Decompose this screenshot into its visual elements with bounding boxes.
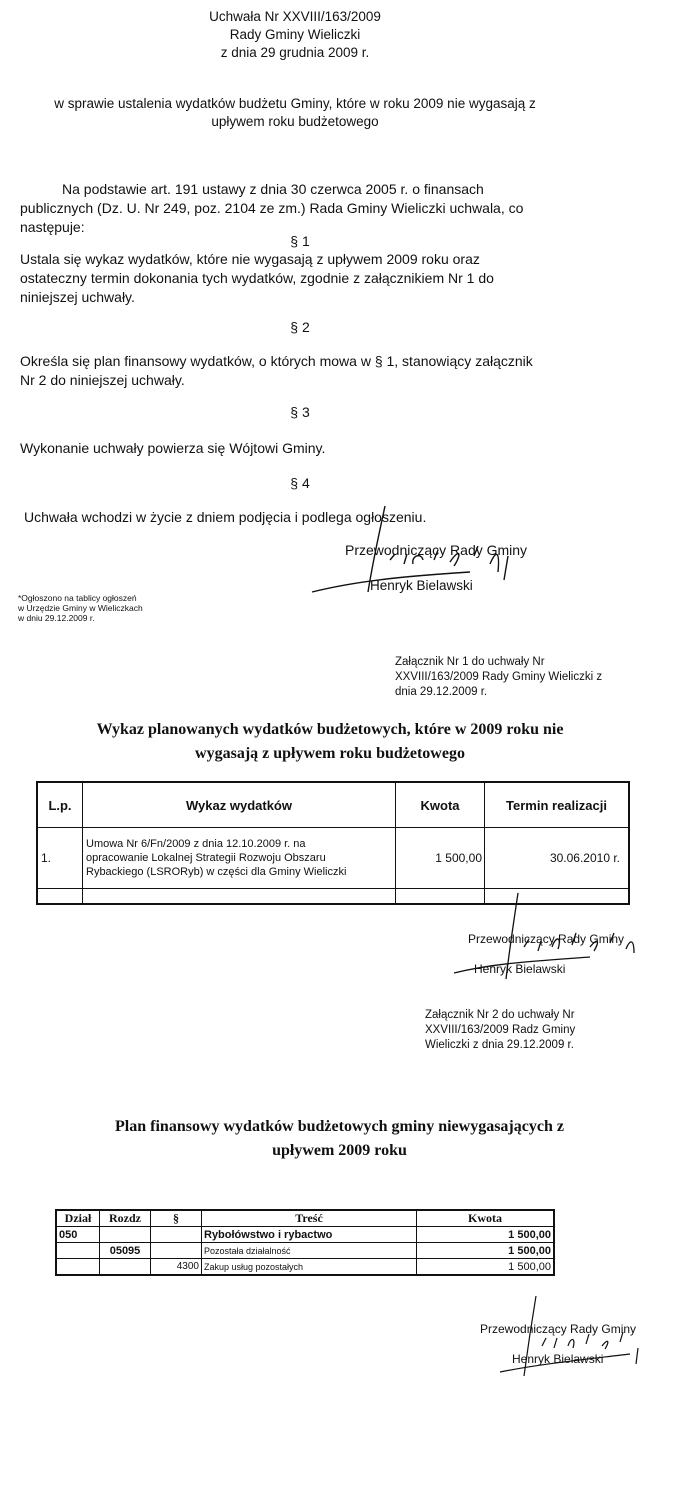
section-line: Ustala się wykaz wydatków, które nie wygasają z upływem 2009 roku oraz xyxy=(20,251,480,267)
rozdz-cell xyxy=(100,1259,151,1276)
section-line: niniejszej uchwały. xyxy=(20,289,135,305)
signature-title: Przewodniczący Rady Gminy xyxy=(468,932,625,946)
notice-line: w dniu 29.12.2009 r. xyxy=(18,613,95,623)
rozdz-cell xyxy=(100,1227,151,1243)
table-row xyxy=(37,828,629,889)
section-3-text xyxy=(20,439,600,458)
section-2-text xyxy=(20,352,600,390)
section-mark: § 3 xyxy=(290,404,310,420)
column-header: Kwota xyxy=(417,1210,555,1227)
preamble-line: publicznych (Dz. U. Nr 249, poz. 2104 ze zm.) Rada Gminy Wieliczki uchwala, co xyxy=(20,200,524,216)
annex-ref-line: dnia 29.12.2009 r. xyxy=(395,686,488,698)
notice-line: w Urzędzie Gminy w Wieliczkach xyxy=(18,603,143,613)
column-header: Treść xyxy=(202,1210,417,1227)
description-line: Umowa Nr 6/Fn/2009 z dnia 12.10.2009 r. na xyxy=(86,838,306,850)
annex-ref-line: XXVIII/163/2009 Rady Gminy Wieliczki z xyxy=(395,671,603,683)
kwota-cell: 1 500,00 xyxy=(417,1227,555,1243)
handwritten-signature xyxy=(480,1290,670,1380)
annex-title-line: upływem 2009 roku xyxy=(272,1142,407,1159)
annex-1-reference xyxy=(395,655,602,700)
section-1-text xyxy=(20,250,600,307)
preamble xyxy=(20,180,600,237)
signature-name: Henryk Bielawski xyxy=(370,578,473,593)
notice-line: *Ogłoszono na tablicy ogłoszeń xyxy=(18,593,137,603)
section-mark: § 2 xyxy=(290,319,310,335)
resolution-subject xyxy=(0,95,590,131)
annex-2-title xyxy=(0,1115,679,1163)
tresc-cell: Zakup usług pozostałych xyxy=(202,1259,417,1276)
subject-line: w sprawie ustalenia wydatków budżetu Gminy, które w roku 2009 nie wygasają z xyxy=(54,96,536,111)
expense-description xyxy=(83,828,396,889)
signature-title: Przewodniczący Rady Gminy xyxy=(480,1322,637,1336)
council-name: Rady Gminy Wieliczki xyxy=(229,27,361,42)
subject-line: upływem roku budżetowego xyxy=(211,114,379,129)
section-line: Nr 2 do niniejszej uchwały. xyxy=(20,372,185,388)
publication-notice xyxy=(18,593,143,623)
column-header: Kwota xyxy=(396,782,485,828)
signature-name: Henryk Bielawski xyxy=(512,1352,604,1366)
par-cell: 4300 xyxy=(151,1259,202,1276)
preamble-line: Na podstawie art. 191 ustawy z dnia 30 czerwca 2005 r. o finansach xyxy=(62,181,484,197)
annex-ref-line: XXVIII/163/2009 Radz Gminy xyxy=(425,1024,576,1036)
section-line: Uchwała wchodzi w życie z dniem podjęcia i podlega ogłoszeniu. xyxy=(24,509,427,525)
column-header: Wykaz wydatków xyxy=(83,782,396,828)
section-mark: § 4 xyxy=(290,475,310,491)
document-header xyxy=(0,8,590,62)
tresc-cell: Rybołówstwo i rybactwo xyxy=(202,1227,417,1243)
table-row xyxy=(56,1259,554,1276)
dzial-cell: 050 xyxy=(56,1227,100,1243)
dzial-cell xyxy=(56,1259,100,1276)
handwritten-signature xyxy=(300,500,540,600)
column-header: Dział xyxy=(56,1210,100,1227)
annex-title-line: wygasają z upływem roku budżetowego xyxy=(195,745,465,762)
row-number: 1. xyxy=(37,828,83,889)
annex-ref-line: Wieliczki z dnia 29.12.2009 r. xyxy=(425,1039,574,1051)
table-header-row xyxy=(56,1210,554,1227)
signature-name: Henryk Bielawski xyxy=(474,962,566,976)
column-header: § xyxy=(151,1210,202,1227)
handwritten-signature xyxy=(440,885,670,985)
annex-ref-line: Załącznik Nr 1 do uchwały Nr xyxy=(395,656,545,668)
annex-ref-line: Załącznik Nr 2 do uchwały Nr xyxy=(425,1009,575,1021)
table-header-row xyxy=(37,782,629,828)
table-row xyxy=(56,1227,554,1243)
annex-title-line: Plan finansowy wydatków budżetowych gminy niewygasających z xyxy=(115,1118,564,1135)
dzial-cell xyxy=(56,1243,100,1259)
signature-title: Przewodniczący Rady Gminy xyxy=(345,542,528,558)
column-header: Termin realizacji xyxy=(485,782,630,828)
financial-plan-table xyxy=(55,1209,555,1276)
par-cell xyxy=(151,1243,202,1259)
column-header: Rozdz xyxy=(100,1210,151,1227)
tresc-cell: Pozostała działalność xyxy=(202,1243,417,1259)
resolution-number: Uchwała Nr XXVIII/163/2009 xyxy=(209,9,381,24)
table-row xyxy=(56,1243,554,1259)
annex-title-line: Wykaz planowanych wydatków budżetowych, które w 2009 roku nie xyxy=(96,721,564,738)
section-line: Wykonanie uchwały powierza się Wójtowi Gminy. xyxy=(20,440,326,456)
description-line: opracowanie Lokalnej Strategii Rozwoju Obszaru xyxy=(86,852,326,864)
resolution-date: z dnia 29 grudnia 2009 r. xyxy=(220,45,370,60)
preamble-line: następuje: xyxy=(20,219,85,235)
par-cell xyxy=(151,1227,202,1243)
section-line: Określa się plan finansowy wydatków, o których mowa w § 1, stanowiący załącznik xyxy=(20,353,533,369)
rozdz-cell: 05095 xyxy=(100,1243,151,1259)
annex-1-title xyxy=(0,718,660,766)
section-mark: § 1 xyxy=(290,233,310,249)
expense-amount: 1 500,00 xyxy=(396,828,485,889)
section-line: ostateczny termin dokonania tych wydatków, zgodnie z załącznikiem Nr 1 do xyxy=(20,270,494,286)
expense-deadline: 30.06.2010 r. xyxy=(485,828,630,889)
column-header: L.p. xyxy=(37,782,83,828)
description-line: Rybackiego (LSRORyb) w części dla Gminy Wieliczki xyxy=(86,866,347,878)
kwota-cell: 1 500,00 xyxy=(417,1243,555,1259)
kwota-cell: 1 500,00 xyxy=(417,1259,555,1276)
annex-2-reference xyxy=(425,1008,575,1053)
